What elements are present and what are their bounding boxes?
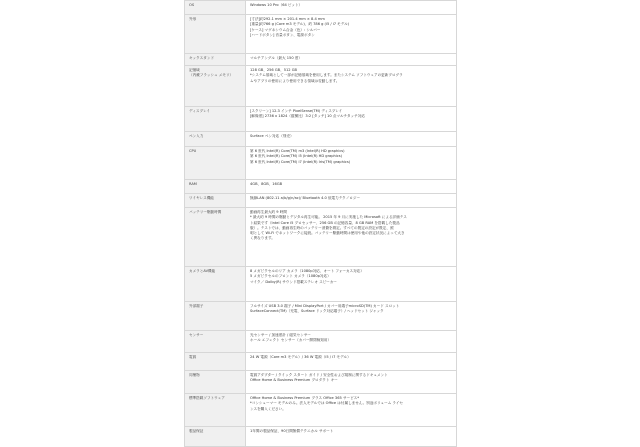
- spec-row: [185, 15, 457, 54]
- spec-label: [185, 180, 246, 194]
- spec-label: [185, 331, 246, 353]
- spec-value-line: *システム領域として一部が記憶領域を使用します。またシステム ソフトウェアの更新プログラ: [250, 73, 403, 78]
- spec-value: [246, 267, 457, 302]
- spec-row: [185, 267, 457, 302]
- spec-row: [185, 302, 457, 331]
- spec-value-line: 1年間の製品保証、90日間無償テクニカル サポート: [250, 429, 334, 433]
- spec-row: [185, 147, 457, 180]
- spec-row: [185, 1, 457, 15]
- spec-value-line: ンスを購入ください。: [250, 406, 286, 411]
- spec-value-line: 光センサー / 加速度計 / 磁気センサー: [250, 333, 311, 337]
- spec-label: [185, 267, 246, 302]
- spec-value-line: 第 6 世代 Intel(R) Core(TM) i7 (Intel(R) Iris(TM) graphics): [250, 159, 351, 164]
- spec-value-line: 5 メガピクセルのフロント カメラ（1080p対応）: [250, 274, 331, 279]
- spec-label-text: 電源: [189, 355, 197, 359]
- spec-label: [185, 371, 246, 394]
- spec-value: [246, 331, 457, 353]
- spec-value-line: [寸法]約292.1 mm × 201.4 mm × 8.4 mm: [250, 17, 325, 21]
- spec-value: [246, 15, 457, 54]
- spec-value-line: [スクリーン] 12.3 インチ PixelSense(TM) ディスプレイ: [250, 109, 343, 113]
- spec-value-line: 無線LAN (802.11 a/b/g/n/ac)/ Bluetooth 4.0 低電力テクノロジー: [250, 196, 361, 200]
- spec-row: [185, 107, 457, 132]
- spec-value-line: 電源アダプター / クイック スタート ガイド / 安全性および規制に関するドキュメント: [250, 373, 388, 377]
- spec-label-text: 製品保証: [189, 429, 204, 433]
- spec-value: [246, 208, 457, 267]
- spec-label-text: OS: [189, 3, 195, 7]
- spec-label: [185, 394, 246, 427]
- spec-label-text: 外形: [189, 17, 197, 21]
- spec-value: [246, 302, 457, 331]
- spec-label-text: バッテリー駆動時間: [189, 210, 222, 214]
- spec-row: [185, 353, 457, 371]
- spec-value: [246, 1, 457, 15]
- spec-label: [185, 302, 246, 331]
- spec-label: [185, 54, 246, 66]
- spec-value-line: 動画再生最大約 9 時間: [250, 210, 287, 214]
- spec-label-text: ワイヤレス機能: [189, 196, 214, 200]
- spec-value-line: ト結果です（Intel Core i5 プロセッサー、256 GB の記憶容量、8 GB RAM を搭載した製品: [250, 220, 400, 225]
- spec-row: [185, 208, 457, 267]
- spec-value: [246, 371, 457, 394]
- spec-label: [185, 353, 246, 371]
- spec-value-line: 128 GB、256 GB、512 GB: [250, 68, 297, 72]
- spec-label-text: CPU: [189, 149, 197, 153]
- spec-label-text: センサー: [189, 333, 204, 337]
- spec-label-text: カメラとAV機能: [189, 269, 216, 273]
- spec-label-text: 標準搭載ソフトウェア: [189, 396, 225, 400]
- spec-value-line: *コンシューマー モデルのみ。法人モデルでは Office は付属しません。別途ボリューム ライセ: [250, 401, 404, 406]
- spec-label: [185, 1, 246, 15]
- spec-value: [246, 194, 457, 208]
- spec-value-line: マルチアングル（最大 150 度）: [250, 56, 302, 60]
- spec-label-text: ペン入力: [189, 134, 204, 138]
- spec-label-text: RAM: [189, 182, 197, 186]
- spec-label-text: 同梱物: [189, 373, 200, 377]
- spec-value-line: 第 6 世代 Intel(R) Core(TM) i5 (Intel(R) HD graphics): [250, 154, 343, 159]
- spec-label: [185, 15, 246, 54]
- spec-value-line: 第 6 世代 Intel(R) Core(TM) m3 (Intel(R) HD graphics): [250, 149, 345, 153]
- spec-label: [185, 427, 246, 447]
- spec-value-line: フルサイズ USB 3.0 端子 / Mini DisplayPort / カバー用端子microSD(TM) カード スロット: [250, 304, 400, 308]
- spec-value-line: ホール エフェクト センサー（カバー開閉検知用）: [250, 338, 332, 343]
- spec-value-line: 版）。テストでは、動画再生時のバッテリー消費を測定。すべての既定の設定が既定、照: [250, 225, 394, 230]
- spec-label: [185, 194, 246, 208]
- spec-value-line: く異なります。: [250, 236, 275, 241]
- spec-label: [185, 208, 246, 267]
- spec-row: [185, 180, 457, 194]
- spec-table-body: [185, 1, 457, 447]
- spec-sublabel-text: （内蔵フラッシュ メモリ）: [189, 73, 234, 78]
- spec-row: [185, 54, 457, 66]
- spec-value: [246, 54, 457, 66]
- spec-label-text: ディスプレイ: [189, 109, 210, 113]
- spec-value-line: [ケース] マグネシウム合金（色）: シルバー: [250, 27, 321, 32]
- spec-value-line: ムやアプリの使用により使用できる領域は変動します。: [250, 78, 340, 83]
- spec-value-line: 24 W 電源（Core m3 モデル）/ 36 W 電源（i5 / i7 モデル）: [250, 355, 351, 359]
- spec-value-line: Windows 10 Pro（64 ビット）: [250, 3, 303, 7]
- spec-label-text: 外部端子: [189, 304, 204, 308]
- spec-value-line: 明として Wi-Fi でネットワークに接続。バッテリー駆動時間は使用や他の設定状況によって大き: [250, 231, 405, 236]
- spec-value-line: 8 メガピクセルのリア カメラ（1080p対応、オート フォーカス対応）: [250, 269, 364, 273]
- spec-row: [185, 371, 457, 394]
- spec-value-line: SurfaceConnect(TM)（充電、Surface ドック対応端子）/ ヘッドセット ジャック: [250, 309, 384, 314]
- spec-value: [246, 132, 457, 147]
- spec-value-line: マイク／ Dolby(R) サウンド搭載ステレオ スピーカー: [250, 279, 337, 284]
- spec-row: [185, 132, 457, 147]
- spec-row: [185, 427, 457, 447]
- spec-label: [185, 66, 246, 107]
- spec-value-line: * 最大約 9 時間の駆動とデジタル再生可能。 2015 年 9 月に実施した Microsoft による評価テス: [250, 215, 407, 220]
- spec-label-text: 記憶域: [189, 68, 200, 72]
- spec-value-line: [ハードボタン] 音量ボタン、電源ボタン: [250, 32, 315, 37]
- spec-value-line: [解像度] 2736 x 1824（縦横比）3:2 [タッチ] 10 点マルチタッチ対応: [250, 114, 365, 119]
- spec-row: [185, 66, 457, 107]
- spec-value: [246, 147, 457, 180]
- spec-row: [185, 194, 457, 208]
- spec-value-line: Surface ペン対応（別売）: [250, 134, 294, 138]
- spec-label: [185, 132, 246, 147]
- spec-table: [184, 0, 457, 447]
- spec-value-line: Office Home & Business Premium プロダクト キー: [250, 378, 338, 383]
- spec-value: [246, 353, 457, 371]
- spec-value-line: Office Home & Business Premium プラス Office 365 サービス*: [250, 396, 360, 400]
- spec-label-text: キックスタンド: [189, 56, 215, 60]
- spec-value-line: [重量]約766 g (Core m3 モデル)、約 786 g (i5 / i7 モデル): [250, 22, 350, 27]
- spec-value: [246, 180, 457, 194]
- spec-value-line: 4GB、8GB、16GB: [250, 182, 283, 186]
- spec-label: [185, 107, 246, 132]
- spec-value: [246, 107, 457, 132]
- spec-value: [246, 427, 457, 447]
- spec-row: [185, 331, 457, 353]
- spec-value: [246, 66, 457, 107]
- spec-label: [185, 147, 246, 180]
- spec-row: [185, 394, 457, 427]
- spec-value: [246, 394, 457, 427]
